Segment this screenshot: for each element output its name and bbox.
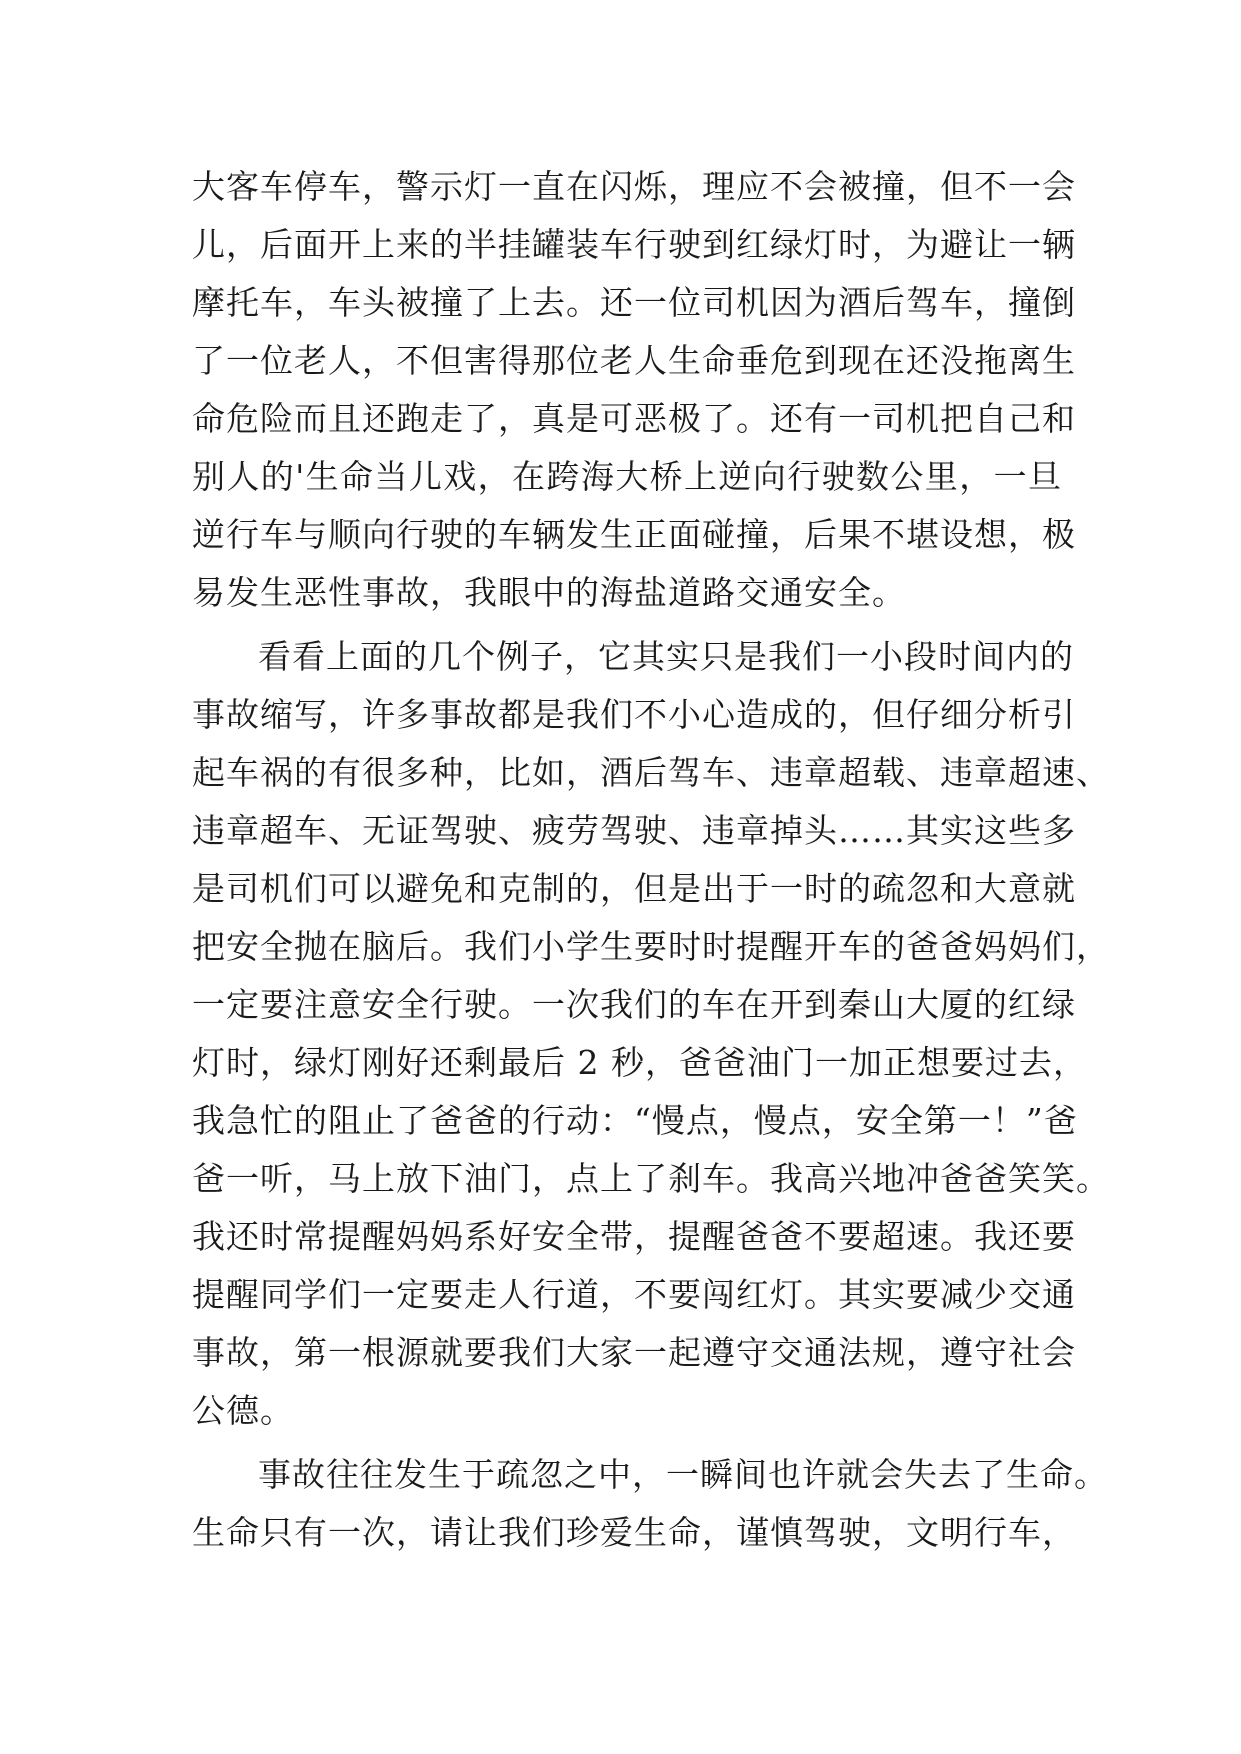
document-body xyxy=(192,158,1110,1562)
text-line: 起车祸的有很多种，比如，酒后驾车、违章超载、违章超速、 xyxy=(192,753,1110,792)
text-line: 别人的'生命当儿戏，在跨海大桥上逆向行驶数公里，一旦 xyxy=(192,457,1062,496)
text-line: 儿，后面开上来的半挂罐装车行驶到红绿灯时，为避让一辆 xyxy=(192,225,1076,264)
text-line: 了一位老人，不但害得那位老人生命垂危到现在还没拖离生 xyxy=(192,341,1076,380)
text-line: 事故缩写，许多事故都是我们不小心造成的，但仔细分析引 xyxy=(192,695,1076,734)
paragraph xyxy=(192,628,1110,1440)
text-line: 命危险而且还跑走了，真是可恶极了。还有一司机把自己和 xyxy=(192,399,1076,438)
text-line: 我还时常提醒妈妈系好安全带，提醒爸爸不要超速。我还要 xyxy=(192,1217,1076,1256)
paragraph xyxy=(192,1446,1108,1562)
text-line: 摩托车，车头被撞了上去。还一位司机因为酒后驾车，撞倒 xyxy=(192,283,1076,322)
text-line: 一定要注意安全行驶。一次我们的车在开到秦山大厦的红绿 xyxy=(192,985,1076,1024)
text-line: 违章超车、无证驾驶、疲劳驾驶、违章掉头……其实这些多 xyxy=(192,811,1076,850)
text-line: 事故，第一根源就要我们大家一起遵守交通法规，遵守社会 xyxy=(192,1333,1076,1372)
text-line: 灯时，绿灯刚好还剩最后 2 秒，爸爸油门一加正想要过去， xyxy=(192,1043,1087,1082)
text-line: 是司机们可以避免和克制的，但是出于一时的疏忽和大意就 xyxy=(192,869,1076,908)
text-line: 公德。 xyxy=(192,1391,294,1430)
text-line: 看看上面的几个例子，它其实只是我们一小段时间内的 xyxy=(258,637,1074,676)
text-line: 把安全抛在脑后。我们小学生要时时提醒开车的爸爸妈妈们， xyxy=(192,927,1110,966)
paragraph xyxy=(192,158,1076,622)
text-line: 事故往往发生于疏忽之中，一瞬间也许就会失去了生命。 xyxy=(258,1455,1108,1494)
text-line: 逆行车与顺向行驶的车辆发生正面碰撞，后果不堪设想，极 xyxy=(192,515,1076,554)
text-line: 易发生恶性事故，我眼中的海盐道路交通安全。 xyxy=(192,573,906,612)
text-line: 我急忙的阻止了爸爸的行动：“慢点，慢点，安全第一！”爸 xyxy=(192,1101,1078,1140)
text-line: 提醒同学们一定要走人行道，不要闯红灯。其实要减少交通 xyxy=(192,1275,1076,1314)
text-line: 生命只有一次，请让我们珍爱生命，谨慎驾驶，文明行车， xyxy=(192,1513,1076,1552)
text-line: 大客车停车，警示灯一直在闪烁，理应不会被撞，但不一会 xyxy=(192,167,1076,206)
text-line: 爸一听，马上放下油门，点上了刹车。我高兴地冲爸爸笑笑。 xyxy=(192,1159,1110,1198)
